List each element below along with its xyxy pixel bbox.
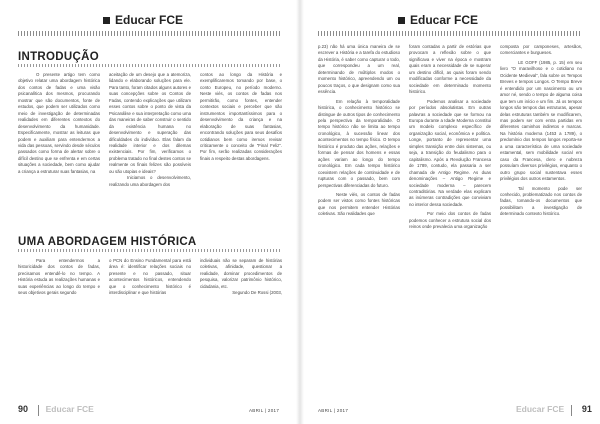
paragraph: composta por camponeses, artesãos, comerciantes e burgueses.	[500, 44, 582, 56]
page-footer	[18, 404, 94, 416]
section-title-underline	[18, 249, 282, 252]
paragraph: Iniciamos o desenvolvimento, realizando uma abordagem dos	[109, 175, 191, 187]
magazine-title: Educar FCE	[410, 13, 479, 27]
paragraph: Neste viés, os contos de fadas podem ser vistos como fontes históricas que nos permitem entender Histórias coletivas. São realidades que	[318, 191, 400, 217]
right-column-1	[318, 44, 400, 366]
footer-brand: Educar FCE	[45, 404, 94, 414]
footer-date: ABRIL | 2017	[249, 408, 280, 413]
square-bullet-icon	[398, 17, 405, 24]
paragraph: individuais não se separam de histórias coletivas, afinidade, questionar a realidade, dominar procedimentos de pesquisa, valorizar patrimônio histórico, cidadania, etc.	[200, 258, 282, 289]
intro-column-3	[200, 72, 282, 232]
section-title-abordagem-historica: UMA ABORDAGEM HISTÓRICA	[18, 236, 197, 248]
magazine-header	[398, 13, 478, 27]
footer-divider	[38, 405, 39, 416]
paragraph: LE GOFF (1985, p. 15) em seu livro “O maravilhoso e o cotidiano no Ocidente Medieval”, fala sobre os Tempos Breves e tempos Longos. O Tempo Breve é entendido por um nascimento ou um amor né, sendo o tempo de alguma coisa que tem um início e um fim. Já os tempos longos são tempos das estruturas, apesar delas estruturas também se modificarem, mas podem ser com entra partidas em diferentes caminhos indiretos e marcas. Na história moderna (1453 a 1789), o predomínio dos tempos longos reporta-se a uma característica de uma sociedade estamental, sem mobilidade social em caso da Francesa, clero e nobreza possuíam diversos privilégios, enquanto o outro grupo social sustentava esses privilégios dos outros estamentos.	[500, 59, 582, 182]
history-column-1	[18, 258, 100, 378]
history-column-2	[109, 258, 191, 378]
paragraph: Em relação à temporalidade histórica, o conhecimento histórico se distingue de outros tipos de conhecimento pela perspectiva da temporalidade. O tempo histórico não se limita ao tempo cronológico, à sucessão linear dos acontecimentos no tempo físico. O tempo histórico é produto das ações, relações e formas de pensar dos homens e essas ações variam ao longo do tempo cronológico. Em cada tempo histórico coexistem relações de continuidade e de rupturas com o passado, bem com perspectivas diferenciadas do futuro.	[318, 98, 400, 188]
paragraph: Tal momento pode ser conhecido, problematizado nos contos de fadas, tomando-os documentos que possibilitam a investigação de determinado contexto histórico.	[500, 185, 582, 217]
right-column-3	[500, 44, 582, 366]
header-divider	[18, 31, 282, 36]
paragraph: foram contadas a partir de estórias que provocam a reflexão sobre o que significava e viver na época e mostram quais eram a necessidade de se superar um destino difícil, as quais foram sendo modificadas conforme a necessidade da sociedade em determinado momento histórico.	[409, 44, 491, 95]
section-title-introducao: INTRODUÇÃO	[18, 51, 99, 63]
page-number: 91	[581, 404, 592, 414]
intro-column-1	[18, 72, 100, 230]
spine-shadow	[296, 0, 304, 424]
paragraph: contos ao longo da História e exemplificaremos tomando por base, o conto Europeu, no período moderno. Neste viés, os contos de fadas nos permitirão, como fontes, entender contextos sociais e perceber que são instrumentos importantíssimos para o desenvolvimento da criança e na elaboração de suas fantasias, encontrando soluções para seus desafios cotidianos bem como iremos revisar criticamente o conceito de “Final Feliz”. Por fim, serão realizadas considerações finais a respeito destas abordagens.	[200, 72, 282, 161]
magazine-header	[103, 13, 183, 27]
footer-divider	[571, 405, 572, 416]
magazine-title: Educar FCE	[115, 13, 184, 27]
right-page	[300, 0, 600, 424]
page-footer	[516, 404, 592, 416]
paragraph: aceitação de um desejo que a atemoriza, lidando e elaborando soluções para ele. Para tanto, foram citados alguns autores e suas concepções sobre os Contos de Fadas, contendo explicações que utilizam esses contos sobre o ponto de vista da Psicanálise e sua interpretação como uma das maneiras de saber construir o sentido da existência humana no desenvolvimento e superação das dificuldades do indivíduo. Elas falam da realidade interior e dos dilemas existenciais. Por fim, verificamos o problema tratado no final destes contos se realmente os finais felizes são possíveis ou são utopias e ideais?	[109, 72, 191, 174]
paragraph: p.23) não há uma única maneira de se escrever a História e a tarefa do estudioso da História, é saber como capturar o todo, que correspondeu a um real, determinando de múltiplos modos o momento histórico, apreendendo um ou poucos traços, o que designam como sua essência.	[318, 44, 400, 95]
intro-column-2	[109, 72, 191, 232]
paragraph: Segundo De Rossi (2003,	[232, 290, 282, 296]
history-column-3	[200, 258, 282, 378]
footer-brand: Educar FCE	[516, 404, 565, 414]
square-bullet-icon	[103, 17, 110, 24]
page-number: 90	[18, 404, 29, 414]
footer-date: ABRIL | 2017	[318, 408, 349, 413]
paragraph: O presente artigo tem como objetivo relatar uma abordagem histórica dos contos de fadas e uma visão psicanalítica dos mesmos, procurando mostrar que são documentos, fonte de estudos, que podem ser utilizados como meio de investigação de determinadas realidades em diferentes contextos do desenvolvimento da humanidade. Especificamente, mostrar as leituras que podem e auxiliam para entendermos a vida das pessoas, servindo desde séculos passados como forma de alertar sobre o difícil destino que se enfrenta e em certas situações a sociedade, bem como ajudar a criança a estruturar suas fantasias, na	[18, 72, 100, 174]
paragraph: Por meio dos contos de fadas podemos conhecer a estrutura social dos reinos onde prevalecia uma organização	[409, 211, 491, 230]
section-title-underline	[18, 64, 282, 67]
paragraph: Para entendermos a historicidade dos contos de fadas, precisamos entendê-lo no tempo. A História estuda as realizações humanas e suas experiências ao longo do tempo e seus objetivos gerais segundo	[18, 258, 100, 296]
paragraph: Podemos analisar a sociedade por períodos absolutistas. Em outras palavras a sociedade que se formou na Europa durante a Idade Moderna constitui um modelo complexo específico de organização social, econômica e política. Longe, portanto de representar uma simples transição entre dois sistemas, ou seja, a transição do feudalismo para o capitalismo. Após a Revolução Francesa de 1789, contudo, ela passaria a ser chamada de Antigo Regime. As duas denominações – Antigo Regime e sociedade moderna – parecem contraditórias. Na verdade elas explicam as inúmeras contradições que conviviam no interior dessa sociedade.	[409, 98, 491, 207]
header-divider	[318, 31, 582, 36]
right-column-2	[409, 44, 491, 366]
paragraph: o PCN do Ensino Fundamental para está área é: identificar relações sociais no presente e no passado, situar acontecimentos históricos, entendendo que o conhecimento histórico é interdisciplinar e que histórias	[109, 258, 191, 296]
